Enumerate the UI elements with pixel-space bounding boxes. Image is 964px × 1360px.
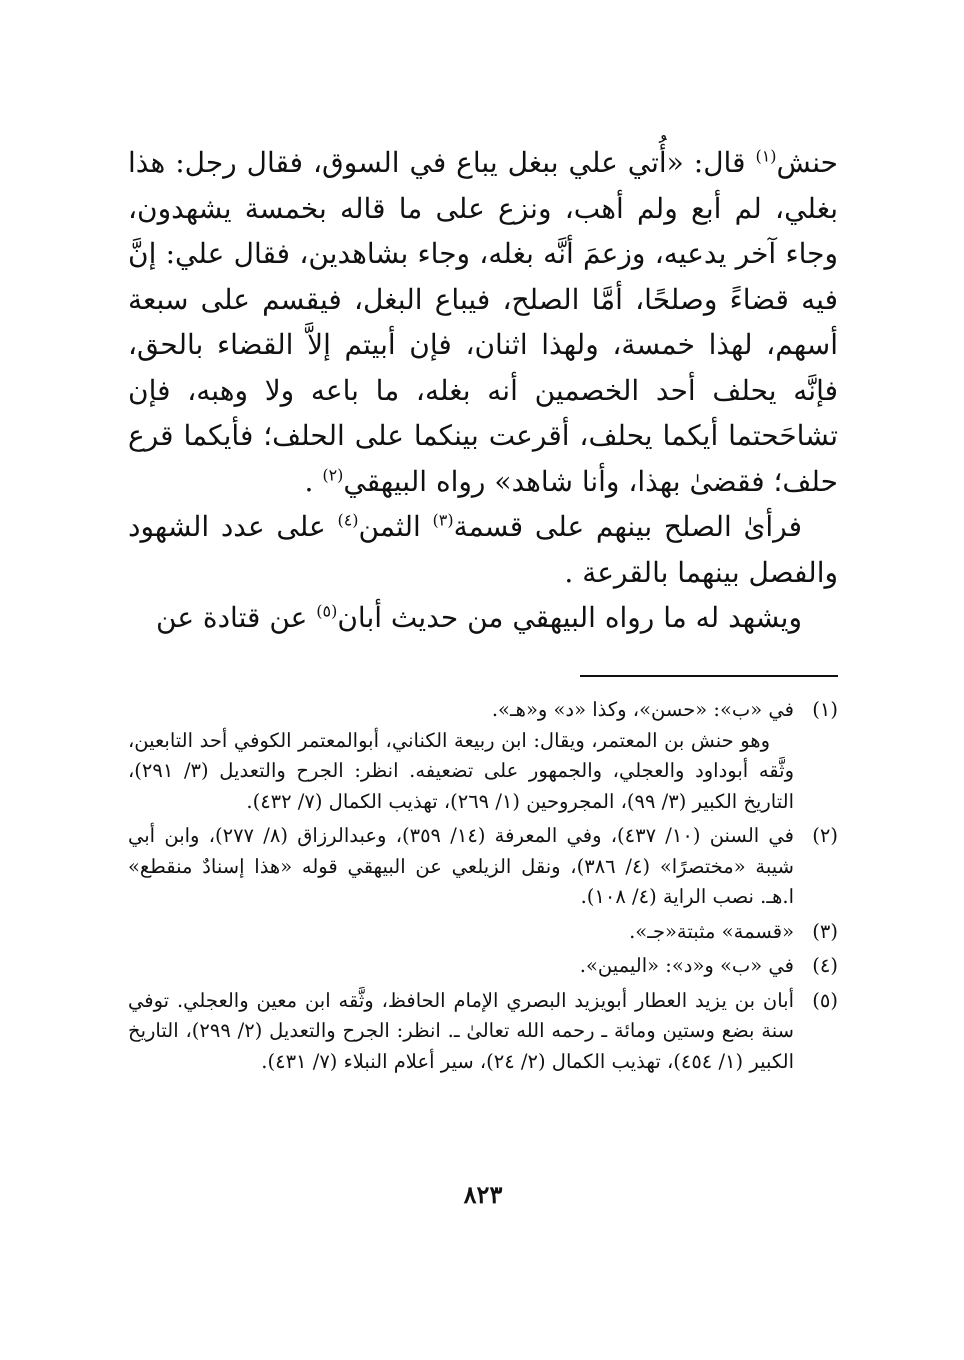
paragraph-2 — [128, 504, 838, 595]
footnote-number: (١) — [812, 698, 838, 721]
paragraph-3 — [128, 595, 838, 641]
footnote-5 — [128, 986, 838, 1078]
footnote-separator — [580, 675, 838, 677]
footnote-ref-1: (١) — [755, 146, 777, 166]
p1-text-start: حنش — [776, 146, 838, 179]
footnote-line: في «ب»: «حسن»، وكذا «د» و«هـ». — [491, 698, 794, 721]
footnote-1 — [128, 695, 838, 817]
page-number: ٨٢٣ — [463, 1180, 503, 1209]
footnotes — [128, 695, 838, 1081]
footnote-ref-3: (٣) — [432, 510, 454, 530]
p1-text-end: . — [304, 464, 323, 498]
footnote-4 — [128, 951, 838, 982]
footnote-ref-2: (٢) — [322, 465, 344, 485]
paragraph-1 — [128, 140, 838, 504]
page — [128, 140, 838, 1209]
p2-text-1: فرأىٰ الصلح بينهم على قسمة — [453, 510, 802, 543]
p3-text-1: ويشهد له ما رواه البيهقي من حديث أبان — [337, 601, 802, 634]
p1-text-body: قال: «أُتي علي ببغل يباع في السوق، فقال رجل: هذا بغلي، لم أبع ولم أهب، ونزع على ما قاله بخمسة يشهدون، وجاء آخر يدعيه، وزعمَ أنَّه بغله، وجاء بشاهدين، فقال علي: إنَّ فيه قضاءً وصلحًا، أمَّا الصلح، فيباع البغل، فيقسم على سبعة أسهم، لهذا خمسة، ولهذا اثنان، فإن أبيتم إلاَّ القضاء بالحق، فإنَّه يحلف أحد الخصمين أنه بغله، ما باعه ولا وهبه، فإن تشاحَحتما أيكما يحلف، أقرعت بينكما على الحلف؛ فأيكما قرع حلف؛ فقضىٰ بهذا، وأنا شاهد» رواه البيهقي — [128, 146, 838, 498]
footnote-number: (٣) — [812, 919, 838, 943]
footnote-ref-5: (٥) — [316, 601, 338, 621]
p2-text-2: الثمن — [358, 510, 433, 543]
footnote-line: أبان بن يزيد العطار أبويزيد البصري الإمام الحافظ، وثَّقه ابن معين والعجلي. توفي سنة بضع وستين ومائة ـ رحمه الله تعالىٰ ـ. انظر: الجرح والتعديل (٢/ ٢٩٩)، التاريخ الكبير (١/ ٤٥٤)، تهذيب الكمال (٢/ ٢٤)، سير أعلام النبلاء (٧/ ٤٣١). — [128, 988, 794, 1073]
p3-text-2: عن قتادة عن — [156, 601, 317, 634]
footnote-line: في السنن (١٠/ ٤٣٧)، وفي المعرفة (١٤/ ٣٥٩)، وعبدالرزاق (٨/ ٢٧٧)، وابن أبي شيبة «مختصرًا» (٤/ ٣٨٦)، ونقل الزيلعي عن البيهقي قوله «هذا إسنادٌ منقطع» ا.هـ. نصب الراية (٤/ ١٠٨). — [128, 824, 795, 908]
footnote-line: «قسمة» مثبتة«جـ». — [629, 919, 794, 943]
footnote-ref-4: (٤) — [337, 510, 359, 530]
footnote-line: في «ب» و«د»: «اليمين». — [579, 954, 794, 977]
footnote-3 — [128, 917, 838, 948]
main-text — [128, 140, 838, 641]
footnote-2 — [128, 821, 838, 913]
footnote-number: (٥) — [812, 988, 838, 1012]
footnote-line: وهو حنش بن المعتمر، ويقال: ابن ربيعة الكناني، أبوالمعتمر الكوفي أحد التابعين، وثَّقه أبوداود والعجلي، والجمهور على تضعيفه. انظر: الجرح والتعديل (٣/ ٢٩١)، التاريخ الكبير (٣/ ٩٩)، المجروحين (١/ ٢٦٩)، تهذيب الكمال (٧/ ٤٣٢). — [128, 728, 794, 813]
footnote-number: (٤) — [812, 954, 838, 977]
p2-text-3: على عدد الشهود والفصل بينهما بالقرعة . — [128, 510, 838, 589]
footnote-number: (٢) — [812, 824, 838, 847]
